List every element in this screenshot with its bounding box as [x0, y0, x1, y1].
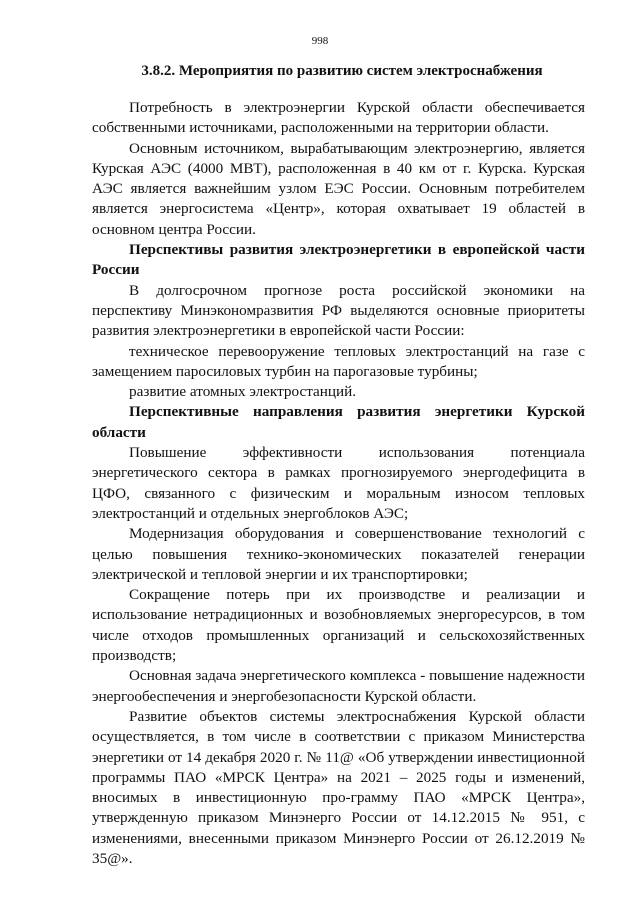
paragraph: Потребность в электроэнергии Курской области обеспечивается собственными источниками, расположенными на территории области. [92, 99, 585, 137]
paragraph: Основная задача энергетического комплекса - повышение надежности энергообеспечения и энергобезопасности Курской области. [92, 667, 585, 705]
paragraph: В долгосрочном прогнозе роста российской экономики на перспективу Минэкономразвития РФ выделяются основные приоритеты развития электроэнергетики в европейской части России: [92, 281, 585, 340]
page-number: 998 [311, 35, 329, 47]
subheading: Перспективы развития электроэнергетики в европейской части России [92, 241, 585, 279]
paragraph: Модернизация оборудования и совершенствование технологий с целью повышения технико-экономических показателей генерации электрической и тепловой энергии и их транспортировки; [92, 525, 585, 583]
paragraph: Повышение эффективности использования потенциала энергетического сектора в рамках прогнозируемого энергодефицита в ЦФО, связанного с физическим и моральным износом тепловых электростанций и отдельных энергоблоков АЭС; [92, 444, 585, 522]
paragraph: Сокращение потерь при их производстве и реализации и использование нетрадиционных и возобновляемых энергоресурсов, в том числе отходов промышленных организаций и сельскохозяйственных производств; [92, 586, 585, 665]
paragraph: техническое перевооружение тепловых электростанций на газе с замещением паросиловых турбин на парогазовые турбины; [92, 342, 585, 380]
paragraph: Развитие объектов системы электроснабжения Курской области осуществляется, в том числе в соответствии с приказом Министерства энергетики от 14 декабря 2020 г. № 11@ «Об утверждении инвестиционной программы ПАО «МРСК Центра» на 2021 – 2025 годы и изменений, вносимых в инвестиционную про-грамму ПАО «МРСК Центра», утвержденную приказом Минэнерго России от 14.12.2015 № 951, с изменениями, внесенными приказом Минэнерго России от 26.12.2019 № 35@». [92, 707, 585, 867]
paragraph: развитие атомных электростанций. [129, 383, 357, 401]
paragraph: Основным источником, вырабатывающим электроэнергию, является Курская АЭС (4000 МВТ), расположенная в 40 км от г. Курска. Курская АЭС является важнейшим узлом ЕЭС России. Основным потребителем является энергосистема «Центр», которая охватывает 19 областей в основном центра России. [92, 139, 585, 238]
subheading: Перспективные направления развития энергетики Курской области [92, 403, 585, 441]
section-title: 3.8.2. Мероприятия по развитию систем электроснабжения [141, 63, 543, 79]
body-text [92, 98, 585, 869]
